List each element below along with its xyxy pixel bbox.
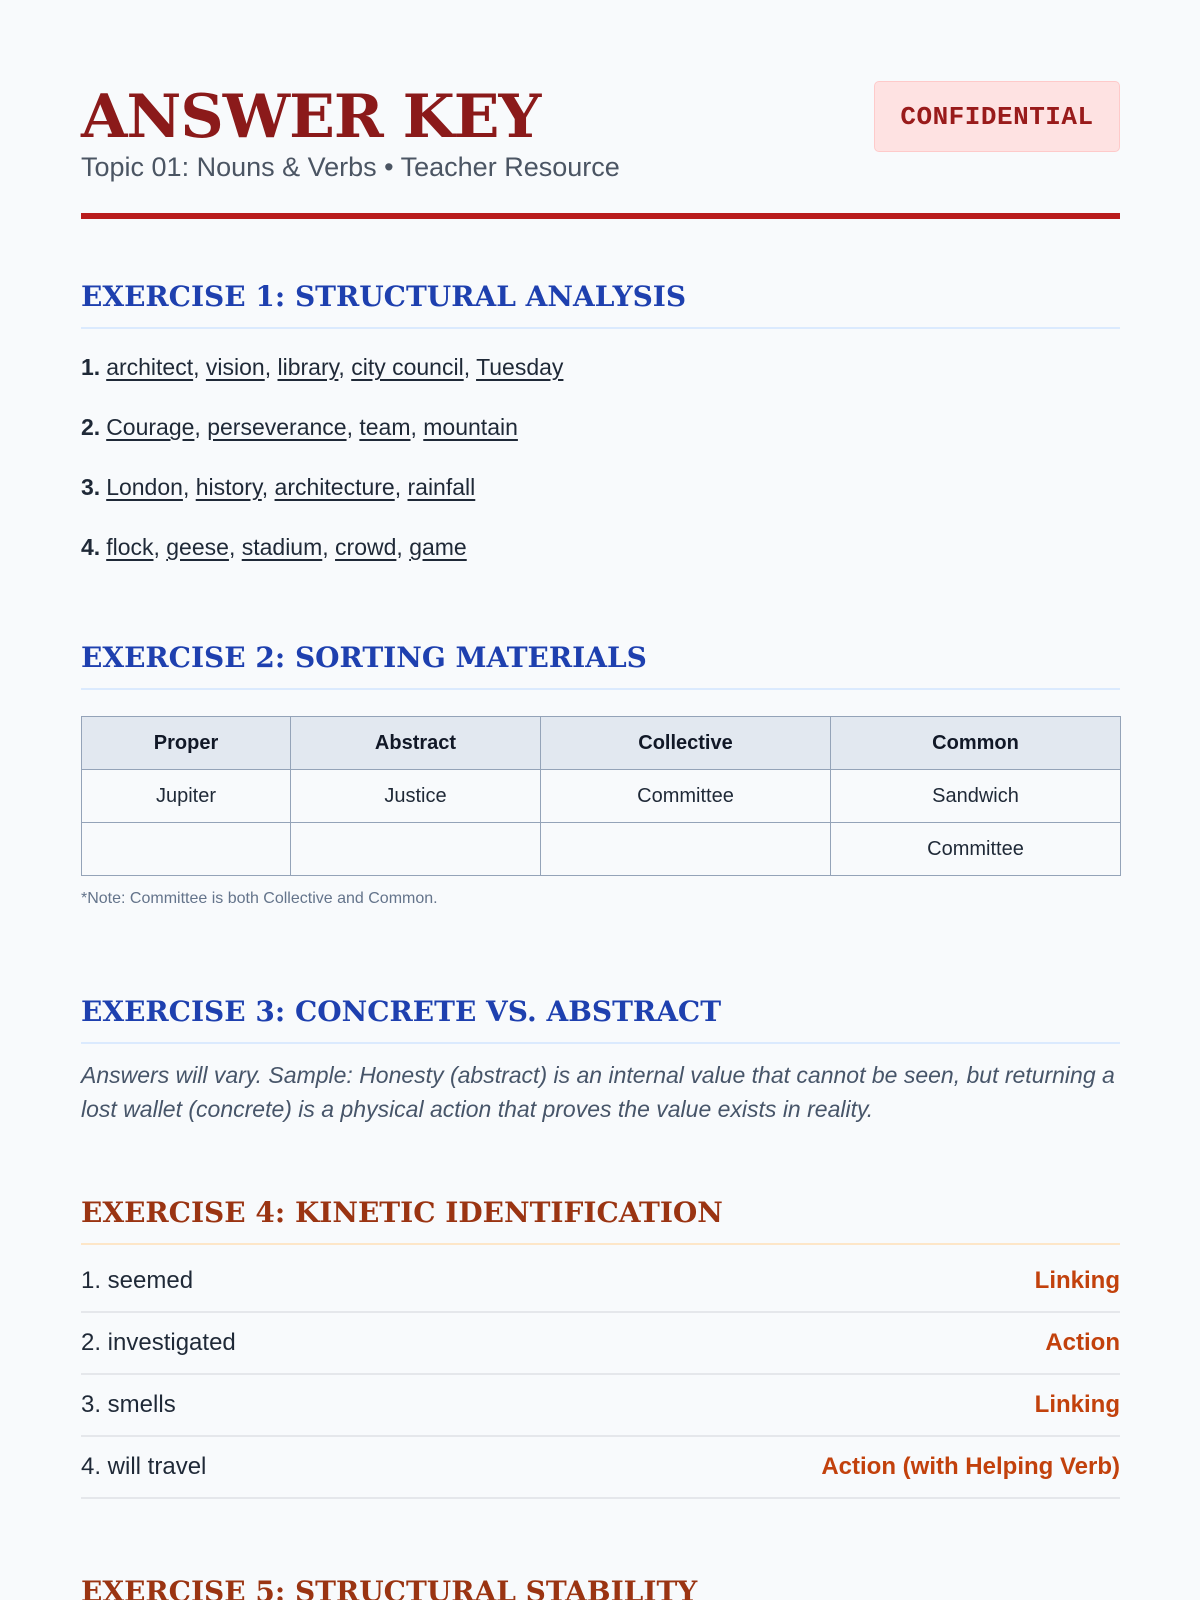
noun-word: rainfall [407,474,476,500]
table-cell: Sandwich [831,770,1121,823]
column-header-common: Common [831,717,1121,770]
item-number: 1. [81,354,101,380]
table-row [82,770,1121,823]
noun-word: Courage [106,414,195,440]
table-header-row [82,717,1121,770]
verb-type: Linking [1034,1391,1120,1418]
noun-word: mountain [423,414,518,440]
exercise-5-section [81,1572,1120,1600]
verb-word: 1. seemed [81,1267,194,1294]
noun-word: architect [106,354,194,380]
table-cell [541,823,831,876]
table-cell: Committee [831,823,1121,876]
noun-word: perseverance [207,414,347,440]
noun-word: Tuesday [476,354,564,380]
verb-type: Linking [1034,1267,1120,1294]
noun-word: vision [205,354,265,380]
noun-word: history [195,474,262,500]
noun-word: team [359,414,411,440]
list-item [81,1251,1120,1313]
exercise-4-section [81,1193,1120,1499]
item-number: 4. [81,534,101,560]
noun-word: city council [351,354,464,380]
noun-word: game [409,534,467,560]
exercise-1-title: EXERCISE 1: STRUCTURAL ANALYSIS [81,277,1120,329]
column-header-collective: Collective [541,717,831,770]
noun-word: stadium [241,534,323,560]
table-cell: Justice [291,770,541,823]
confidential-badge: CONFIDENTIAL [874,81,1120,152]
table-cell [291,823,541,876]
noun-word: architecture [274,474,395,500]
exercise-2-section [81,638,1120,908]
verb-word: 3. smells [81,1391,176,1418]
exercise-3-title: EXERCISE 3: CONCRETE VS. ABSTRACT [81,992,1120,1044]
verb-word: 4. will travel [81,1453,207,1480]
noun-word: library [277,354,339,380]
item-number: 3. [81,474,101,500]
item-number: 2. [81,414,101,440]
exercise-3-answer: Answers will vary. Sample: Honesty (abstract) is an internal value that cannot be seen, but returning a lost wallet (concrete) is a physical action that proves the value exists in reality. [81,1062,1115,1122]
noun-word: flock [106,534,154,560]
table-note: *Note: Committee is both Collective and Common. [81,890,438,907]
table-row [82,823,1121,876]
exercise-3-section [81,992,1120,1126]
sorting-table [81,716,1121,876]
noun-word: geese [166,534,229,560]
table-cell: Jupiter [82,770,291,823]
page-header [81,78,1120,218]
list-item [81,1313,1120,1375]
list-item [81,1375,1120,1437]
verb-type: Action (with Helping Verb) [821,1453,1120,1480]
answer-item: 1. architect, vision, library, city council, Tuesday [81,354,564,380]
noun-word: crowd [335,534,397,560]
noun-word: London [106,474,183,500]
header-divider [81,213,1120,219]
exercise-1-section [81,277,1120,592]
answer-item: 2. Courage, perseverance, team, mountain [81,414,518,440]
verb-type: Action [1045,1329,1120,1356]
list-item [81,1437,1120,1499]
verb-word: 2. investigated [81,1329,236,1356]
exercise-4-title: EXERCISE 4: KINETIC IDENTIFICATION [81,1193,1120,1245]
answer-item: 3. London, history, architecture, rainfall [81,474,476,500]
page-title: ANSWER KEY [81,82,541,152]
exercise-5-title: EXERCISE 5: STRUCTURAL STABILITY [81,1575,698,1600]
exercise-1-answers [81,352,1120,592]
verb-list [81,1251,1120,1499]
column-header-abstract: Abstract [291,717,541,770]
table-cell: Committee [541,770,831,823]
exercise-2-title: EXERCISE 2: SORTING MATERIALS [81,638,1120,690]
page-subtitle: Topic 01: Nouns & Verbs • Teacher Resource [81,152,620,182]
table-cell [82,823,291,876]
column-header-proper: Proper [82,717,291,770]
answer-item: 4. flock, geese, stadium, crowd, game [81,534,467,560]
